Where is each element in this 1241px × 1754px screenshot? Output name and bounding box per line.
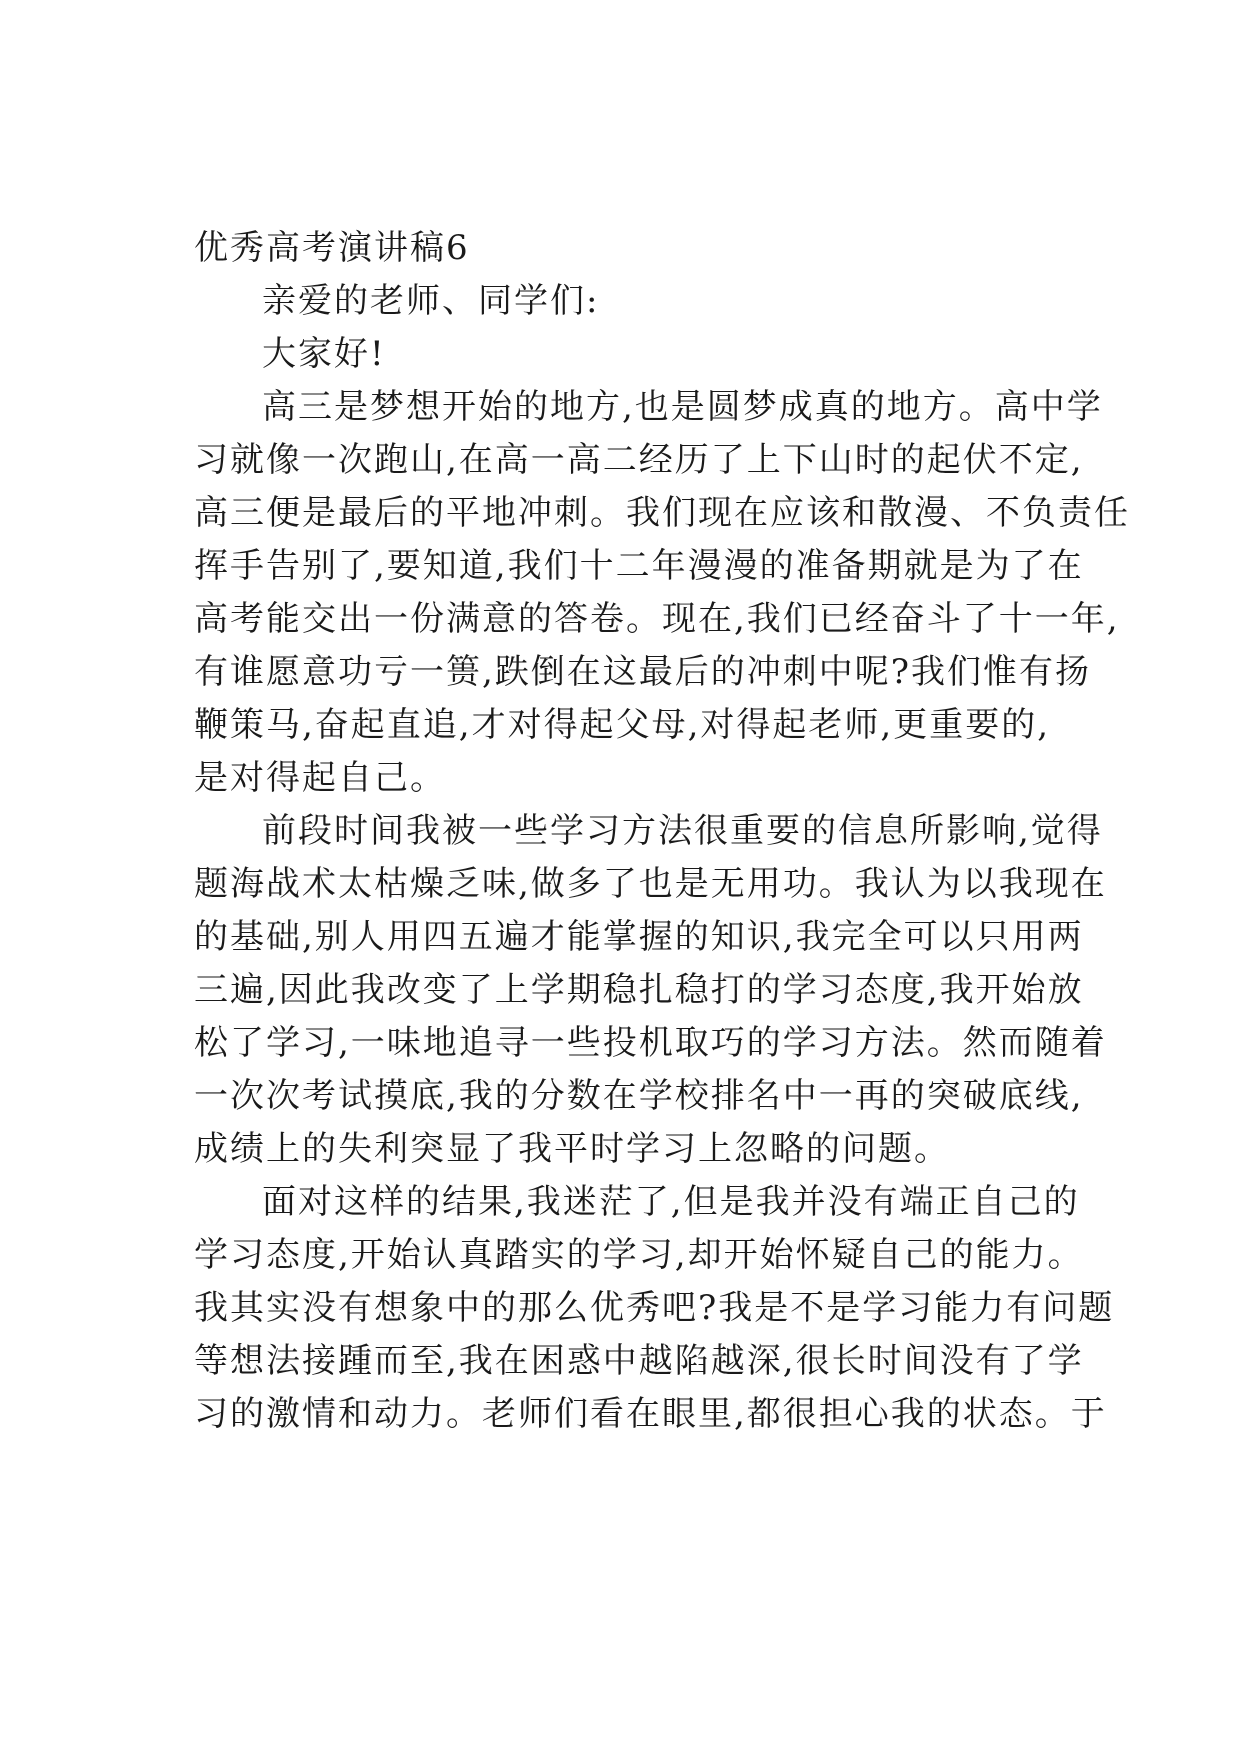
paragraph-line: 挥手告别了,要知道,我们十二年漫漫的准备期就是为了在 [194, 546, 1084, 586]
paragraph-line: 高三是梦想开始的地方,也是圆梦成真的地方。高中学 [262, 387, 1103, 427]
paragraph-line: 有谁愿意功亏一篑,跌倒在这最后的冲刺中呢?我们惟有扬 [194, 652, 1092, 692]
greeting: 大家好! [262, 334, 386, 374]
document-body [194, 222, 1130, 1441]
paragraph-line: 面对这样的结果,我迷茫了,但是我并没有端正自己的 [262, 1182, 1080, 1222]
salutation: 亲爱的老师、同学们: [262, 281, 600, 321]
document-title: 优秀高考演讲稿6 [194, 228, 470, 268]
paragraph-line: 成绩上的失利突显了我平时学习上忽略的问题。 [194, 1129, 950, 1169]
paragraph-line: 习就像一次跑山,在高一高二经历了上下山时的起伏不定, [194, 440, 1084, 480]
paragraph-line: 等想法接踵而至,我在困惑中越陷越深,很长时间没有了学 [194, 1341, 1084, 1381]
paragraph-line: 鞭策马,奋起直追,才对得起父母,对得起老师,更重要的, [194, 705, 1051, 745]
paragraph-3 [194, 1176, 1115, 1441]
paragraph-line: 一次次考试摸底,我的分数在学校排名中一再的突破底线, [194, 1076, 1084, 1116]
paragraph-line: 三遍,因此我改变了上学期稳扎稳打的学习态度,我开始放 [194, 970, 1084, 1010]
paragraph-line: 高三便是最后的平地冲刺。我们现在应该和散漫、不负责任 [194, 493, 1130, 533]
paragraph-line: 是对得起自己。 [194, 758, 446, 798]
paragraph-2 [194, 805, 1107, 1176]
paragraph-line: 学习态度,开始认真踏实的学习,却开始怀疑自己的能力。 [194, 1235, 1084, 1275]
paragraph-line: 高考能交出一份满意的答卷。现在,我们已经奋斗了十一年, [194, 599, 1120, 639]
paragraph-line: 前段时间我被一些学习方法很重要的信息所影响,觉得 [262, 811, 1103, 851]
paragraph-line: 习的激情和动力。老师们看在眼里,都很担心我的状态。于 [194, 1394, 1107, 1434]
paragraph-line: 我其实没有想象中的那么优秀吧?我是不是学习能力有问题 [194, 1288, 1115, 1328]
paragraph-line: 题海战术太枯燥乏味,做多了也是无用功。我认为以我现在 [194, 864, 1107, 904]
paragraph-line: 松了学习,一味地追寻一些投机取巧的学习方法。然而随着 [194, 1023, 1107, 1063]
paragraph-line: 的基础,别人用四五遍才能掌握的知识,我完全可以只用两 [194, 917, 1084, 957]
paragraph-1 [194, 381, 1130, 805]
